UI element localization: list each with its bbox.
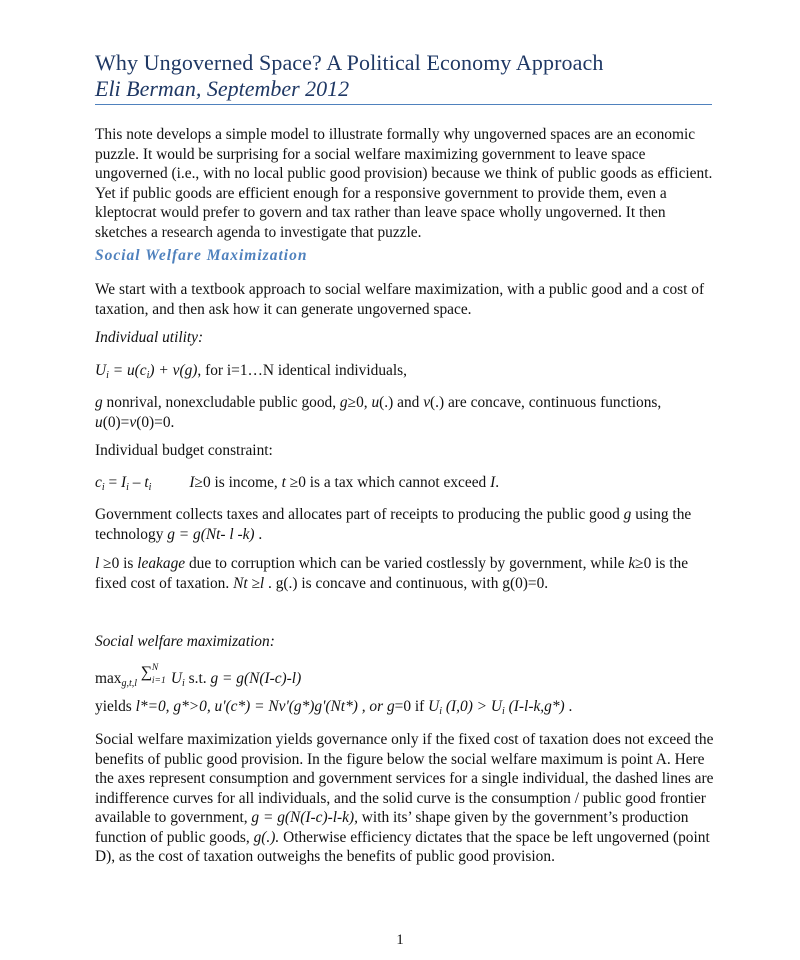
var-g: g xyxy=(386,698,395,715)
eq-rhs-sub: i xyxy=(146,370,150,381)
text: ≥0, xyxy=(347,394,372,411)
text: (0)=0. xyxy=(136,413,175,431)
var-U: U xyxy=(170,670,183,687)
var-t: t xyxy=(144,474,149,491)
var-k: k xyxy=(628,555,636,572)
conclusion-paragraph xyxy=(95,730,720,867)
sub: i xyxy=(101,482,105,493)
leakage-paragraph xyxy=(95,554,720,593)
text: ≥0 is xyxy=(99,555,138,572)
text: (.) are concave, continuous functions, xyxy=(430,394,662,411)
text: with its’ shape given by the government’s production function of public goods, xyxy=(95,809,689,846)
max-operator: max xyxy=(95,670,122,687)
government-technology-paragraph xyxy=(95,505,720,544)
text: . g(.) is concave and continuous, with g(0)=0. xyxy=(264,574,549,592)
assumptions-paragraph xyxy=(95,393,720,432)
section-heading-social-welfare: Social Welfare Maximization xyxy=(95,247,308,264)
budget-equation xyxy=(95,473,720,493)
var-c: c xyxy=(95,474,102,491)
text: (I,0) > xyxy=(442,698,491,715)
title-divider xyxy=(95,104,712,105)
text: due to corruption which can be varied costlessly by government, while xyxy=(185,555,629,572)
sub: i xyxy=(439,706,443,717)
yields-equation xyxy=(95,697,720,717)
text: (I-l-k,g*) xyxy=(504,698,565,715)
var-v: v xyxy=(129,413,137,431)
eq-lhs-sub: i xyxy=(106,370,109,381)
constraint-nt: Nt ≥l xyxy=(233,574,265,592)
var-U: U xyxy=(428,698,440,715)
var-g: g xyxy=(95,394,103,411)
intro-paragraph: This note develops a simple model to illustrate formally why ungoverned spaces are an economic puzzle. It would be surprising for a social welfare maximizing government to leave space ungoverned (i.e., with no local public good provision) because we think of public goods as efficient. Yet if public goods are efficient enough for a responsive government to provide them, even a kleptocrat would prefer to govern and tax rather than leave space wholly ungoverned. It then sketches a research agenda to investigate that puzzle. xyxy=(95,126,713,241)
text: – xyxy=(128,474,145,491)
eq-rhs-b: ) + v(g) xyxy=(149,362,198,379)
var-l: l xyxy=(95,555,100,572)
sum-upper: N xyxy=(151,663,159,673)
text: Otherwise efficiency dictates that the space be left ungoverned (point D), as the cost of taxation outweighs the benefits of public good provision. xyxy=(95,828,710,865)
section-intro-paragraph: We start with a textbook approach to social welfare maximization, with a public good and a cost of taxation, and then ask how it can generate ungoverned space. xyxy=(95,281,705,318)
sub: i xyxy=(148,482,152,493)
text: (.) and xyxy=(379,394,424,411)
sub: i xyxy=(126,482,129,493)
text: using the technology xyxy=(95,506,692,543)
var-g: g xyxy=(339,394,348,411)
constraint: g = g(N(I-c)-l) xyxy=(210,670,302,687)
page-number: 1 xyxy=(396,932,404,948)
sum-lower: i=1 xyxy=(151,676,166,686)
eq-tail: , for i=1…N identical individuals, xyxy=(197,362,407,379)
var-U: U xyxy=(490,698,503,715)
frontier-formula: g = g(N(I-c)-l-k), xyxy=(251,809,358,826)
var-u: u xyxy=(371,394,380,411)
text: = xyxy=(104,474,122,491)
production-function: g(.). xyxy=(253,828,280,846)
eq-lhs: U xyxy=(95,362,107,379)
var-t: t xyxy=(281,474,286,491)
sigma-symbol: ∑ xyxy=(140,664,153,681)
individual-utility-label: Individual utility: xyxy=(95,329,204,346)
text: (0)= xyxy=(102,413,130,431)
var-I: I xyxy=(121,474,127,491)
production-function: g = g(Nt- l -k) xyxy=(167,525,255,543)
text: ≥0 is the fixed cost of taxation. xyxy=(95,555,689,592)
text: s.t. xyxy=(184,670,211,687)
var-v: v xyxy=(423,394,431,411)
budget-constraint-label: Individual budget constraint: xyxy=(95,442,273,459)
eq-rhs-a: = u(c xyxy=(108,362,147,379)
sub: i xyxy=(182,678,185,689)
sub: i xyxy=(502,706,505,717)
text: =0 if xyxy=(394,698,429,715)
swm-label: Social welfare maximization: xyxy=(95,633,275,650)
text: yields xyxy=(95,698,136,715)
title-block xyxy=(95,50,712,102)
text: Social welfare maximization yields governance only if the fixed cost of taxation does not exceed the benefits of public good provision. In the figure below the social welfare maximum is point A. Here the axes represent consumption and government services for a single individual, the dashed lines are indifference curves for all individuals, and the solid curve is the consumption / public good frontier available to government, xyxy=(95,731,714,826)
optimality-conditions: l*=0, g*>0, u'(c*) = Nv'(g*)g'(Nt*) , or xyxy=(135,698,387,715)
text: Government collects taxes and allocates part of receipts to producing the public good xyxy=(95,506,624,523)
var-g: g xyxy=(623,506,632,523)
term-leakage: leakage xyxy=(137,555,186,572)
var-I: I xyxy=(490,474,496,491)
utility-equation xyxy=(95,361,720,381)
text: . xyxy=(495,474,500,491)
text: ≥0 is income, xyxy=(194,474,282,491)
text: . xyxy=(564,698,573,715)
max-equation xyxy=(95,664,720,689)
text: nonrival, nonexcludable public good, xyxy=(102,394,340,411)
text: ≥0 is a tax which cannot exceed xyxy=(285,474,491,491)
summation xyxy=(140,663,171,686)
var-I: I xyxy=(189,474,195,491)
text: . xyxy=(254,525,263,543)
var-u: u xyxy=(95,413,103,431)
max-subscript: g,t,l xyxy=(121,678,138,689)
document-author-date: Eli Berman, September 2012 xyxy=(95,76,350,101)
document-title: Why Ungoverned Space? A Political Economy Approach xyxy=(95,50,604,75)
